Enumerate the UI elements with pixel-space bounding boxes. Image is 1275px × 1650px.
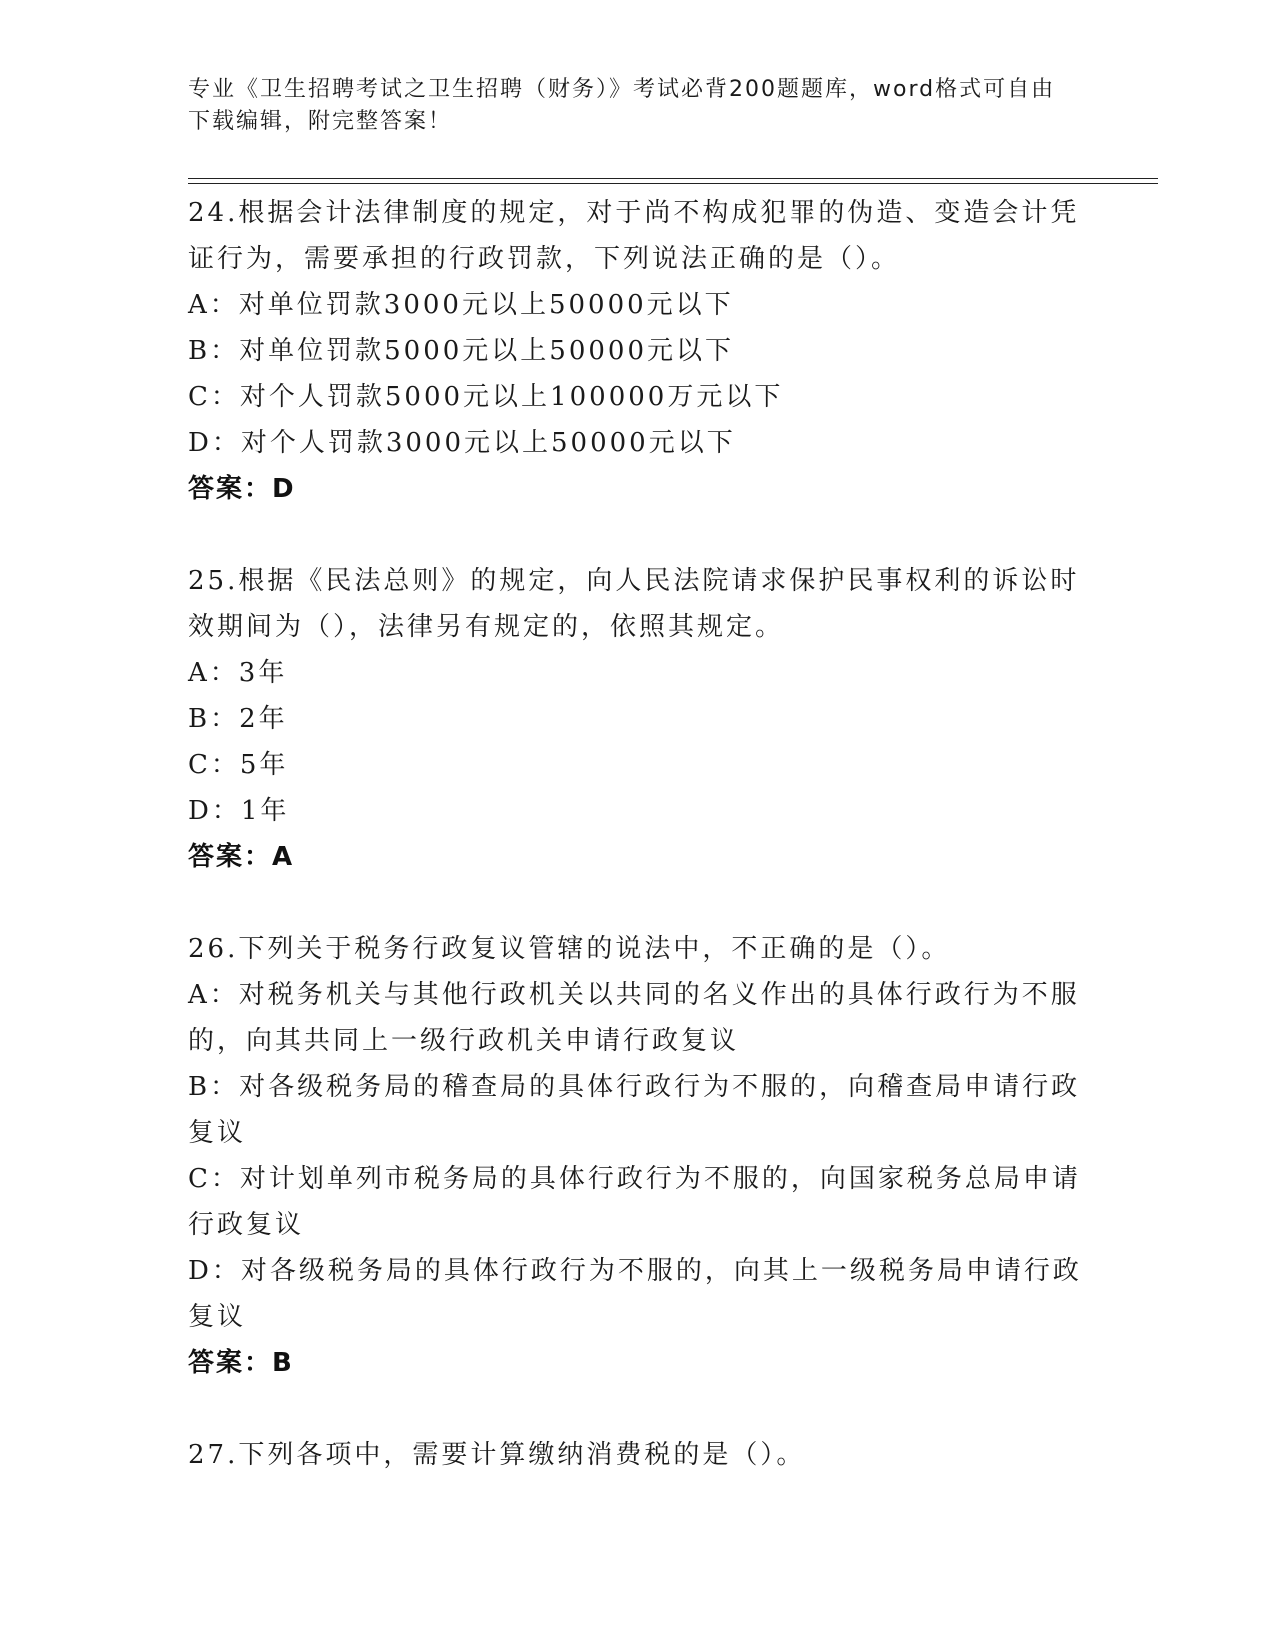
answer: 答案：B [188,1348,294,1378]
question-26 [188,926,1088,1386]
option-a-continued: 的，向其共同上一级行政机关申请行政复议 [188,1026,740,1056]
question-stem-line: 26.下列关于税务行政复议管辖的说法中，不正确的是（）。 [188,934,951,964]
question-stem-line: 证行为，需要承担的行政罚款，下列说法正确的是（）。 [188,244,901,274]
header-divider-bottom [188,183,1158,184]
option-d: D：对个人罚款3000元以上50000元以下 [188,428,736,458]
option-c: C：对个人罚款5000元以上100000万元以下 [188,382,784,412]
option-a: A：对税务机关与其他行政机关以共同的名义作出的具体行政行为不服 [188,980,1080,1010]
option-d-continued: 复议 [188,1302,247,1332]
option-a: A：3年 [188,658,288,688]
question-stem-line: 27.下列各项中，需要计算缴纳消费税的是（）。 [188,1440,806,1470]
question-stem-line: 25.根据《民法总则》的规定，向人民法院请求保护民事权利的诉讼时 [188,566,1080,596]
answer: 答案：A [188,842,295,872]
option-c-continued: 行政复议 [188,1210,305,1240]
question-list [188,190,1088,1524]
option-b: B：对单位罚款5000元以上50000元以下 [188,336,734,366]
question-stem-line: 24.根据会计法律制度的规定，对于尚不构成犯罪的伪造、变造会计凭 [188,198,1080,228]
option-a: A：对单位罚款3000元以上50000元以下 [188,290,734,320]
question-25 [188,558,1088,880]
document-header: 专业《卫生招聘考试之卫生招聘（财务）》考试必背200题题库，word格式可自由下载编辑，附完整答案！ [188,77,1056,134]
option-b-continued: 复议 [188,1118,247,1148]
header-divider-top [188,178,1158,179]
option-d: D：1年 [188,796,290,826]
option-d: D：对各级税务局的具体行政行为不服的，向其上一级税务局申请行政 [188,1256,1082,1286]
question-27 [188,1432,1088,1478]
answer: 答案：D [188,474,296,504]
option-b: B：对各级税务局的稽查局的具体行政行为不服的，向稽查局申请行政 [188,1072,1081,1102]
option-b: B：2年 [188,704,288,734]
option-c: C：5年 [188,750,289,780]
option-c: C：对计划单列市税务局的具体行政行为不服的，向国家税务总局申请 [188,1164,1081,1194]
question-24 [188,190,1088,512]
question-stem-line: 效期间为（），法律另有规定的，依照其规定。 [188,612,785,642]
